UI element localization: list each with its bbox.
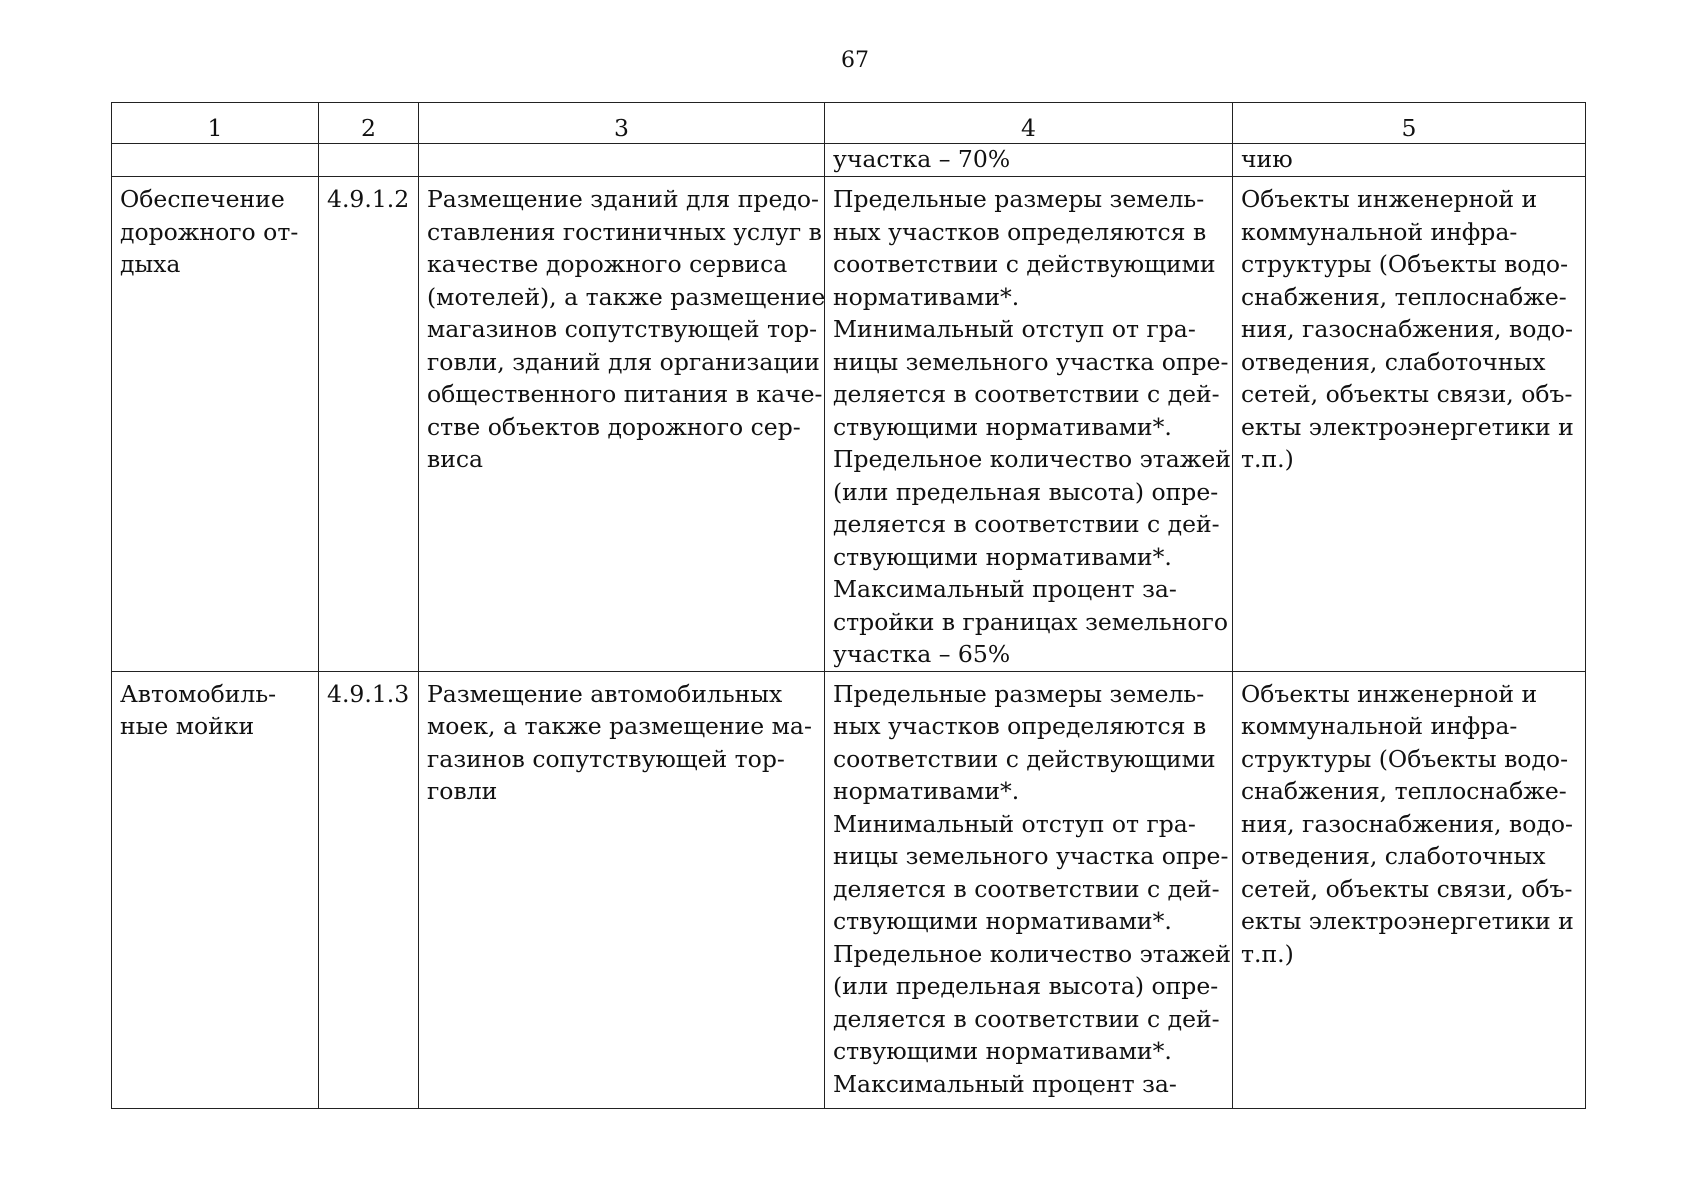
text-line: виса	[427, 445, 484, 473]
header-col-1: 1	[112, 103, 319, 144]
text-line: структуры (Объекты водо-	[1241, 250, 1569, 278]
text-line: (или предельная высота) опре-	[833, 477, 1219, 506]
text-line: Обеспечение	[120, 185, 285, 213]
continuation-cell-1	[112, 144, 319, 177]
use-code-cell: 4.9.1.2	[319, 177, 419, 672]
text-line: нормативами*.	[833, 282, 1020, 311]
text-line: екты электроэнергетики и	[1241, 907, 1574, 935]
text-line: (или предельная высота) опре-	[833, 972, 1219, 1000]
table-row	[112, 671, 1586, 1108]
text-line: газинов сопутствующей тор-	[427, 744, 785, 773]
text-line: общественного питания в каче-	[427, 380, 823, 408]
text-line: коммунальной инфра-	[1241, 217, 1518, 246]
text-line: сетей, объекты связи, объ-	[1241, 380, 1573, 408]
text-line: ния, газоснабжения, водо-	[1241, 809, 1573, 838]
text-line: Размещение зданий для предо-	[427, 185, 819, 213]
text-line: стройки в границах земельного	[833, 607, 1228, 636]
parameters-cell	[825, 177, 1233, 672]
text-line: Предельное количество этажей	[833, 939, 1231, 968]
continuation-cell-3	[419, 144, 825, 177]
text-line: отведения, слаботочных	[1241, 842, 1546, 870]
text-line: ствующими нормативами*.	[833, 412, 1172, 441]
parameters-cell	[825, 671, 1233, 1108]
text-line: дорожного от-	[120, 217, 299, 246]
text-line: Объекты инженерной и	[1241, 185, 1538, 213]
text-line: коммунальной инфра-	[1241, 712, 1518, 740]
text-line: структуры (Объекты водо-	[1241, 744, 1569, 773]
text-line: деляется в соответствии с дей-	[833, 510, 1220, 538]
text-line: говли, зданий для организации	[427, 347, 820, 376]
text-line: соответствии с действующими	[833, 250, 1216, 278]
text-line: ствующими нормативами*.	[833, 907, 1172, 935]
use-description-cell	[419, 671, 825, 1108]
text-line: ницы земельного участка опре-	[833, 842, 1229, 870]
land-use-table	[111, 102, 1586, 1109]
table-row	[112, 177, 1586, 672]
text-line: участка – 65%	[833, 640, 1011, 668]
header-row	[112, 103, 1586, 144]
text-line: Объекты инженерной и	[1241, 679, 1538, 708]
header-col-2: 2	[319, 103, 419, 144]
text-line: екты электроэнергетики и	[1241, 412, 1574, 441]
text-line: качестве дорожного сервиса	[427, 250, 788, 278]
text-line: Предельные размеры земель-	[833, 185, 1205, 213]
auxiliary-uses-cell	[1233, 177, 1586, 672]
text-line: деляется в соответствии с дей-	[833, 874, 1220, 903]
text-line: (мотелей), а также размещение	[427, 282, 826, 311]
text-line: ставления гостиничных услуг в	[427, 217, 822, 246]
text-line: Предельное количество этажей	[833, 445, 1231, 473]
text-line: Минимальный отступ от гра-	[833, 809, 1196, 838]
text-line: ных участков определяются в	[833, 217, 1207, 246]
text-line: стве объектов дорожного сер-	[427, 412, 801, 441]
header-col-5: 5	[1233, 103, 1586, 144]
continuation-cell-2	[319, 144, 419, 177]
text-line: ницы земельного участка опре-	[833, 347, 1229, 376]
use-name-cell	[112, 177, 319, 672]
text-line: Минимальный отступ от гра-	[833, 315, 1196, 343]
text-line: снабжения, теплоснабже-	[1241, 282, 1567, 311]
text-line: т.п.)	[1241, 939, 1294, 968]
text-line: говли	[427, 777, 498, 805]
text-line: сетей, объекты связи, объ-	[1241, 874, 1573, 903]
text-line: дыха	[120, 250, 181, 278]
page-number: 67	[841, 48, 869, 73]
text-line: Автомобиль-	[120, 679, 277, 708]
text-line: т.п.)	[1241, 445, 1294, 473]
text-line: ния, газоснабжения, водо-	[1241, 315, 1573, 343]
text-line: снабжения, теплоснабже-	[1241, 777, 1567, 805]
continuation-cell-5: чию	[1233, 144, 1586, 177]
text-line: ствующими нормативами*.	[833, 542, 1172, 571]
text-line: ные мойки	[120, 712, 255, 740]
text-line: ных участков определяются в	[833, 712, 1207, 740]
text-line: нормативами*.	[833, 777, 1020, 805]
text-line: отведения, слаботочных	[1241, 347, 1546, 376]
use-name-cell	[112, 671, 319, 1108]
text-line: деляется в соответствии с дей-	[833, 1004, 1220, 1033]
text-line: моек, а также размещение ма-	[427, 712, 812, 740]
text-line: Предельные размеры земель-	[833, 679, 1205, 708]
auxiliary-uses-cell	[1233, 671, 1586, 1108]
header-col-4: 4	[825, 103, 1233, 144]
text-line: Максимальный процент за-	[833, 575, 1177, 603]
use-description-cell	[419, 177, 825, 672]
use-code-cell: 4.9.1.3	[319, 671, 419, 1108]
text-line: ствующими нормативами*.	[833, 1037, 1172, 1065]
text-line: Максимальный процент за-	[833, 1069, 1177, 1098]
header-col-3: 3	[419, 103, 825, 144]
text-line: Размещение автомобильных	[427, 679, 783, 708]
text-line: соответствии с действующими	[833, 744, 1216, 773]
continuation-row	[112, 144, 1586, 177]
text-line: деляется в соответствии с дей-	[833, 380, 1220, 408]
text-line: магазинов сопутствующей тор-	[427, 315, 818, 343]
continuation-cell-4: участка – 70%	[825, 144, 1233, 177]
